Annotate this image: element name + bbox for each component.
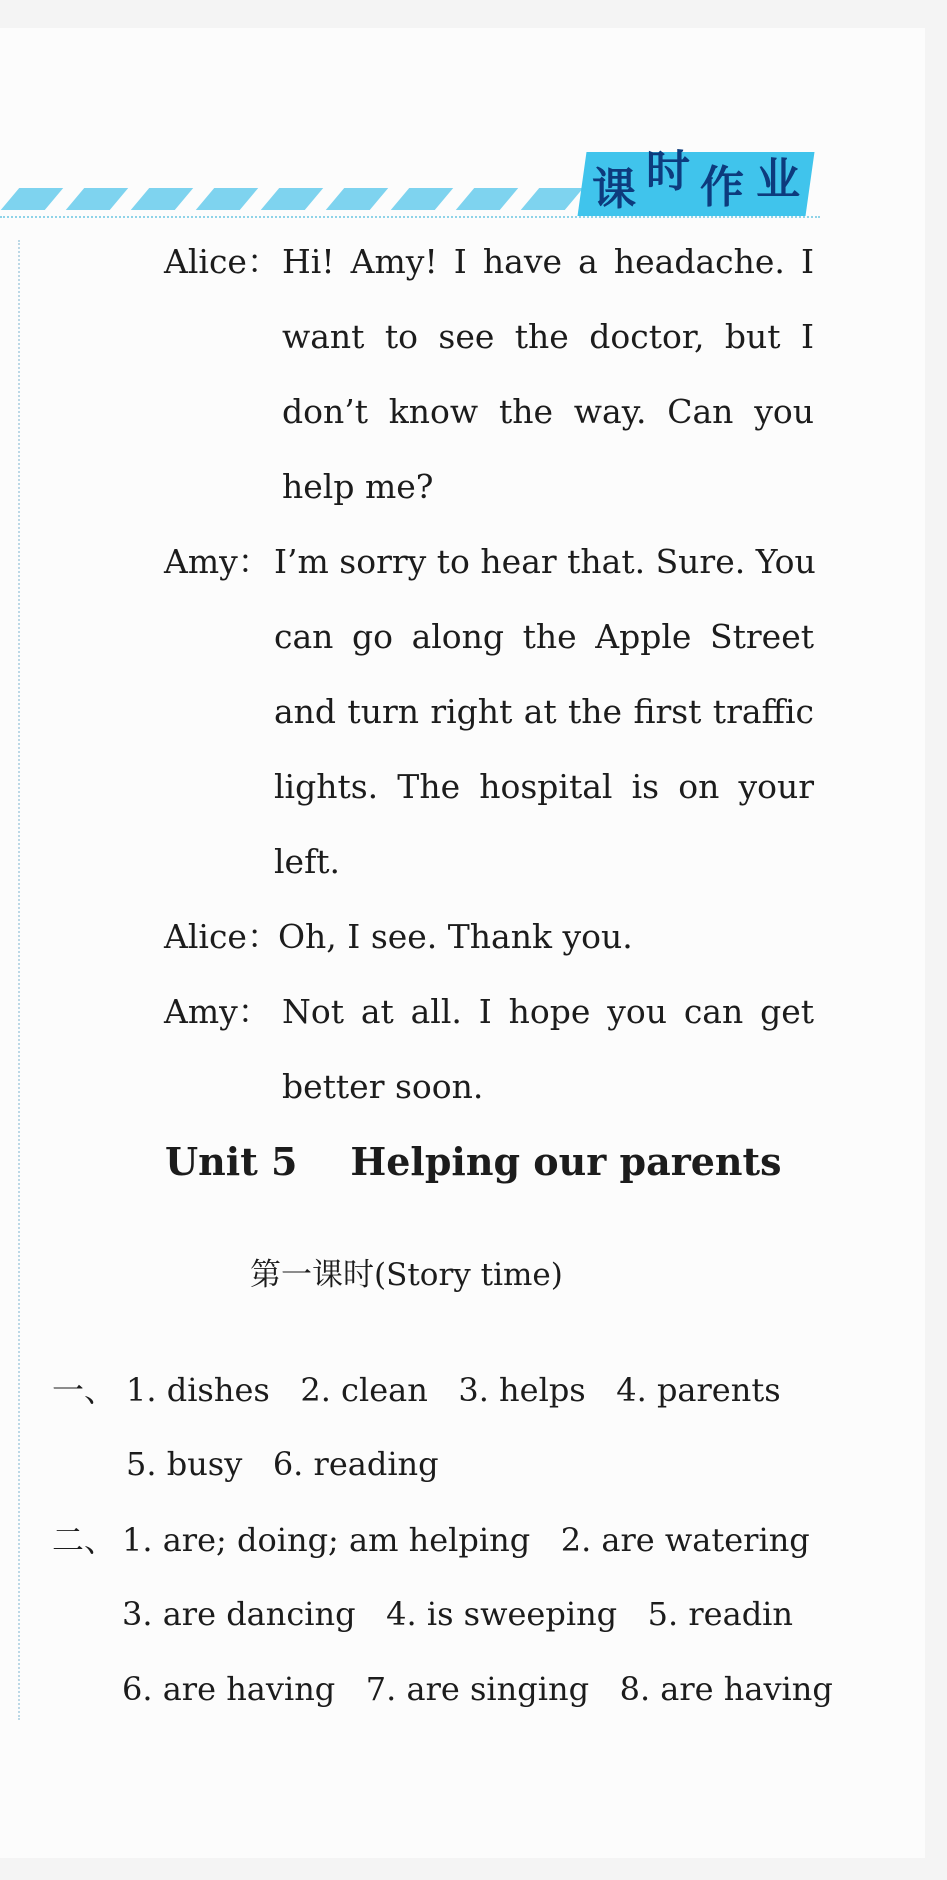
header-title-char: 业 bbox=[756, 154, 800, 205]
dialogue-line: left. bbox=[274, 842, 341, 881]
section-label: 一、 bbox=[52, 1371, 117, 1409]
lesson-title: 第一课时(Story time) bbox=[250, 1257, 563, 1293]
dialogue-line: can go along the Apple Street bbox=[274, 617, 814, 656]
answer-line: 1. are; doing; am helping 2. are watering bbox=[122, 1521, 810, 1559]
answer-line: 1. dishes 2. clean 3. helps 4. parents bbox=[126, 1371, 781, 1409]
dialogue-line: want to see the doctor, but I bbox=[282, 317, 814, 356]
speaker-label: Amy： bbox=[164, 992, 271, 1031]
section-label: 二、 bbox=[52, 1521, 117, 1559]
unit-title: Unit 5 Helping our parents bbox=[165, 1139, 782, 1184]
dialogue-line: Oh, I see. Thank you. bbox=[278, 917, 633, 956]
answer-line: 3. are dancing 4. is sweeping 5. readin bbox=[122, 1595, 794, 1633]
dialogue-line: don’t know the way. Can you bbox=[282, 392, 814, 431]
dialogue-line: I’m sorry to hear that. Sure. You bbox=[274, 542, 816, 581]
margin-dotted-line bbox=[18, 240, 20, 1720]
header-title-char: 课 bbox=[592, 164, 636, 215]
dialogue-line: lights. The hospital is on your bbox=[274, 767, 814, 806]
answer-line: 5. busy 6. reading bbox=[126, 1445, 439, 1483]
header-title-char: 时 bbox=[646, 146, 690, 197]
dialogue-line: better soon. bbox=[282, 1067, 484, 1106]
dialogue-line: Not at all. I hope you can get bbox=[282, 992, 814, 1031]
speaker-label: Alice： bbox=[164, 917, 280, 956]
speaker-label: Amy： bbox=[164, 542, 271, 581]
dialogue-line: Hi! Amy! I have a headache. I bbox=[282, 242, 814, 281]
answer-line: 6. are having 7. are singing 8. are having bbox=[122, 1670, 833, 1708]
header-dashed-line bbox=[0, 216, 820, 218]
speaker-label: Alice： bbox=[164, 242, 280, 281]
dialogue-line: help me? bbox=[282, 467, 434, 506]
dialogue-line: and turn right at the first traffic bbox=[274, 692, 814, 731]
header-title-char: 作 bbox=[700, 162, 744, 213]
